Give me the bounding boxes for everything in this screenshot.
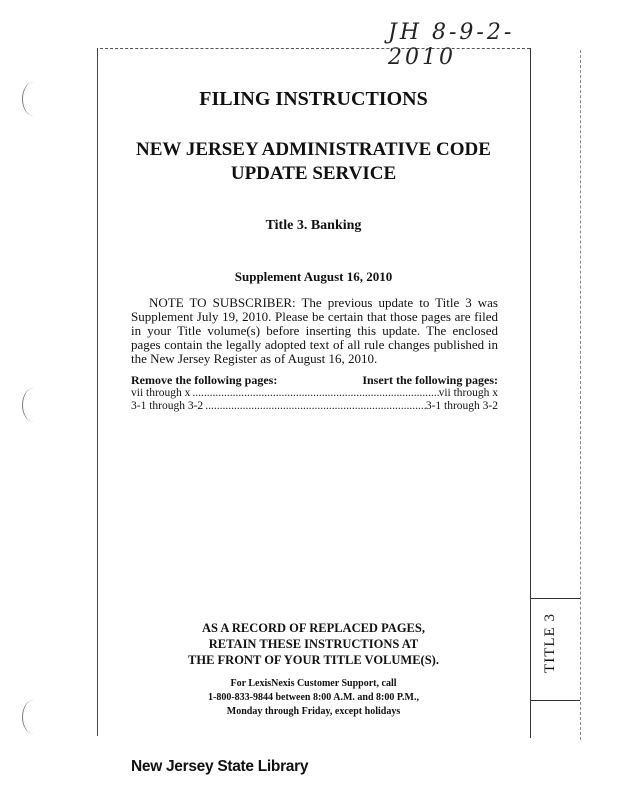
support-line1: For LexisNexis Customer Support, call	[230, 678, 397, 689]
punch-hole-icon	[22, 700, 45, 734]
insert-pages: vii through x	[438, 387, 498, 399]
tab-edge	[580, 50, 581, 740]
page-title: FILING INSTRUCTIONS	[199, 88, 428, 110]
tab-bottom-rule	[530, 700, 580, 701]
remove-header: Remove the following pages:	[131, 373, 278, 387]
supplement-date: Supplement August 16, 2010	[234, 269, 393, 284]
library-footer: New Jersey State Library	[131, 758, 309, 775]
spine-label: TITLE 3	[542, 613, 558, 673]
record-line1: AS A RECORD OF REPLACED PAGES,	[202, 621, 425, 635]
subscriber-note: NOTE TO SUBSCRIBER: The previous update to Title 3 was Supplement July 19, 2010. Please be certain that those pages are filed in your Title volume(s) before inserting this update. The enclosed pages contain the legally adopted text of all rule changes published in the New Jersey Register as of August 16, 2010.	[131, 295, 498, 366]
punch-hole-icon	[22, 82, 45, 116]
pages-table-header	[131, 373, 498, 388]
subtitle-line2: UPDATE SERVICE	[230, 163, 397, 184]
leader-dots	[203, 400, 426, 413]
title-number: Title 3. Banking	[265, 218, 362, 233]
table-row	[131, 387, 498, 400]
top-border	[100, 48, 530, 49]
leader-dots	[190, 387, 438, 400]
remove-pages: 3-1 through 3-2	[131, 400, 204, 412]
table-row	[131, 400, 498, 413]
record-line3: THE FRONT OF YOUR TITLE VOLUME(S).	[188, 653, 439, 667]
handwritten-note: JH 8-9-2-2010	[388, 20, 515, 70]
punch-hole-icon	[22, 388, 45, 422]
remove-pages: vii through x	[131, 387, 191, 399]
subtitle-line1: NEW JERSEY ADMINISTRATIVE CODE	[136, 139, 491, 160]
support-line3: Monday through Friday, except holidays	[226, 706, 401, 717]
insert-header: Insert the following pages:	[362, 373, 498, 387]
insert-pages: 3-1 through 3-2	[425, 400, 498, 412]
support-line2: 1-800-833-9844 between 8:00 A.M. and 8:00 P.M.,	[207, 692, 419, 703]
record-line2: RETAIN THESE INSTRUCTIONS AT	[208, 637, 419, 651]
right-border	[530, 48, 531, 738]
